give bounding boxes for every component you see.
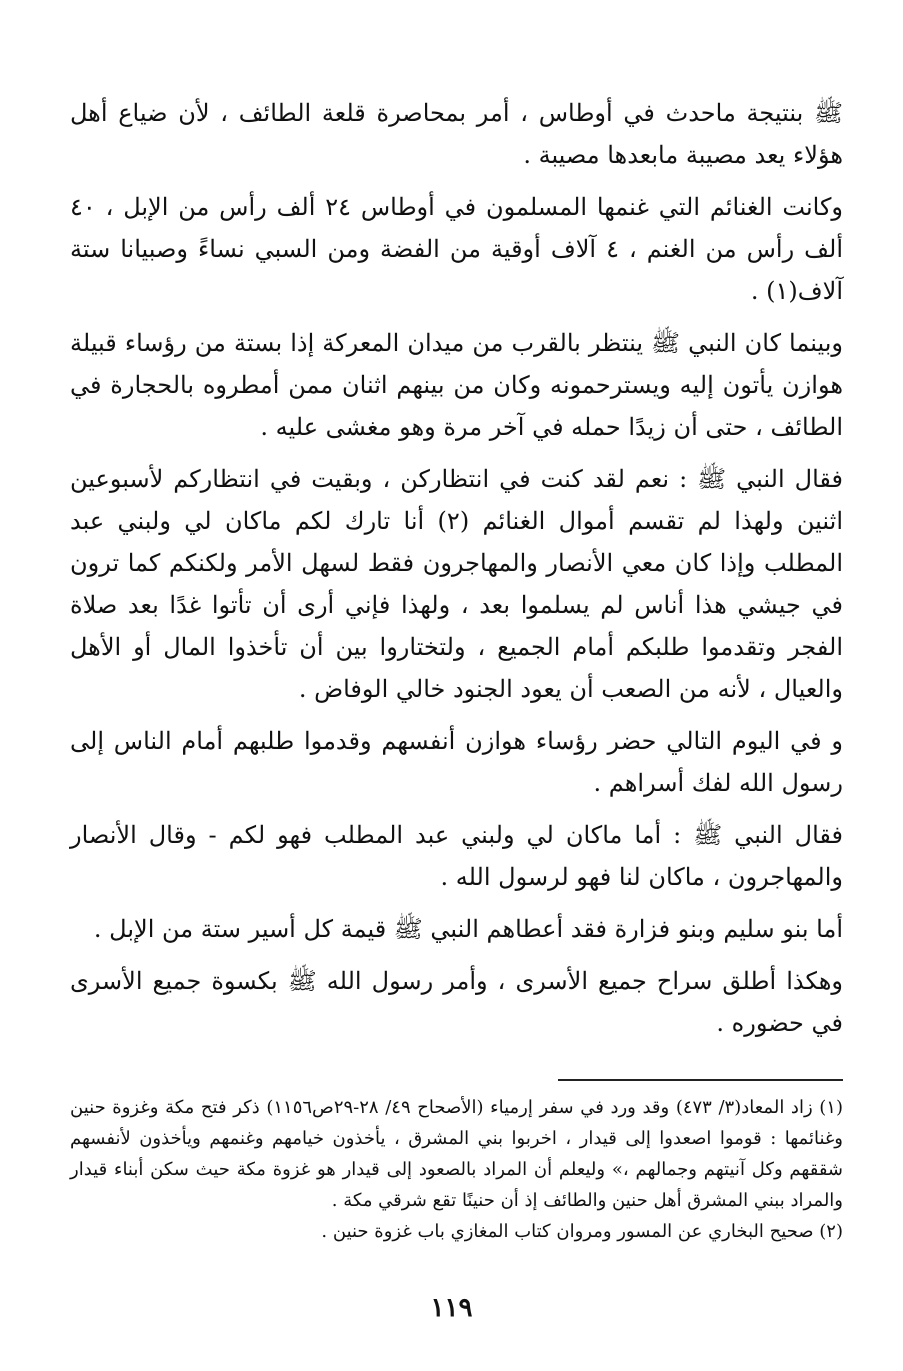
page-number: ١١٩ bbox=[430, 1293, 473, 1323]
paragraph: ﷺ بنتيجة ماحدث في أوطاس ، أمر بمحاصرة قلعة الطائف ، لأن ضياع أهل هؤلاء يعد مصيبة مابعدها مصيبة . bbox=[70, 99, 843, 169]
footnotes bbox=[70, 1092, 843, 1247]
paragraph: وكانت الغنائم التي غنمها المسلمون في أوطاس ٢٤ ألف رأس من الإبل ، ٤٠ ألف رأس من الغنم ، ٤ آلاف أوقية من الفضة ومن السبي نساءً وصبيانا ستة آلاف(١) . bbox=[70, 193, 843, 305]
footnote: (١) زاد المعاد(٣/ ٤٧٣) وقد ورد في سفر إرمياء (الأصحاح ٤٩/ ٢٨-٢٩ص١١٥٦) ذكر فتح مكة وغزوة حنين وغنائمها : قوموا اصعدوا إلى قيدار ، اخربوا بني المشرق ، يأخذون خيامهم وغنمهم ويأخذون لأنفسهم شققهم وكل آنيتهم وجمالهم ،» وليعلم أن المراد بالصعود إلى قيدار هو غزوة مكة حيث سكن أبناء قيدار والمراد ببني المشرق أهل حنين والطائف إذ أن حنينًا تقع شرقي مكة . bbox=[70, 1097, 844, 1211]
paragraph: و في اليوم التالي حضر رؤساء هوازن أنفسهم وقدموا طلبهم أمام الناس إلى رسول الله لفك أسراهم . bbox=[70, 727, 843, 797]
paragraph: أما بنو سليم وبنو فزارة فقد أعطاهم النبي ﷺ قيمة كل أسير ستة من الإبل . bbox=[93, 915, 843, 943]
paragraph: وهكذا أطلق سراح جميع الأسرى ، وأمر رسول الله ﷺ بكسوة جميع الأسرى في حضوره . bbox=[70, 967, 843, 1037]
paragraph: فقال النبي ﷺ : نعم لقد كنت في انتظاركن ، وبقيت في انتظاركم لأسبوعين اثنين ولهذا لم تقسم أموال الغنائم (٢) أنا تارك لكم ماكان لي ولبني عبد المطلب وإذا كان معي الأنصار والمهاجرون فقط لسهل الأمر ولكنكم كما ترون في جيشي هذا أناس لم يسلموا بعد ، ولهذا فإني أرى أن تأتوا غدًا بعد صلاة الفجر وتقدموا طلبكم أمام الجميع ، ولتختاروا بين أن تأخذوا المال أو الأهل والعيال ، لأنه من الصعب أن يعود الجنود خالي الوفاض . bbox=[70, 465, 844, 703]
paragraph: فقال النبي ﷺ : أما ماكان لي ولبني عبد المطلب فهو لكم - وقال الأنصار والمهاجرون ، ماكان لنا فهو لرسول الله . bbox=[70, 821, 843, 891]
footnote-divider bbox=[558, 1079, 843, 1081]
main-text bbox=[70, 92, 843, 1044]
paragraph: وبينما كان النبي ﷺ ينتظر بالقرب من ميدان المعركة إذا بستة من رؤساء قبيلة هوازن يأتون إليه ويسترحمونه وكان من بينهم اثنان ممن أمطروه بالحجارة في الطائف ، حتى أن زيدًا حمله في آخر مرة وهو مغشى عليه . bbox=[70, 329, 843, 441]
footnote: (٢) صحيح البخاري عن المسور ومروان كتاب المغازي باب غزوة حنين . bbox=[321, 1221, 843, 1242]
